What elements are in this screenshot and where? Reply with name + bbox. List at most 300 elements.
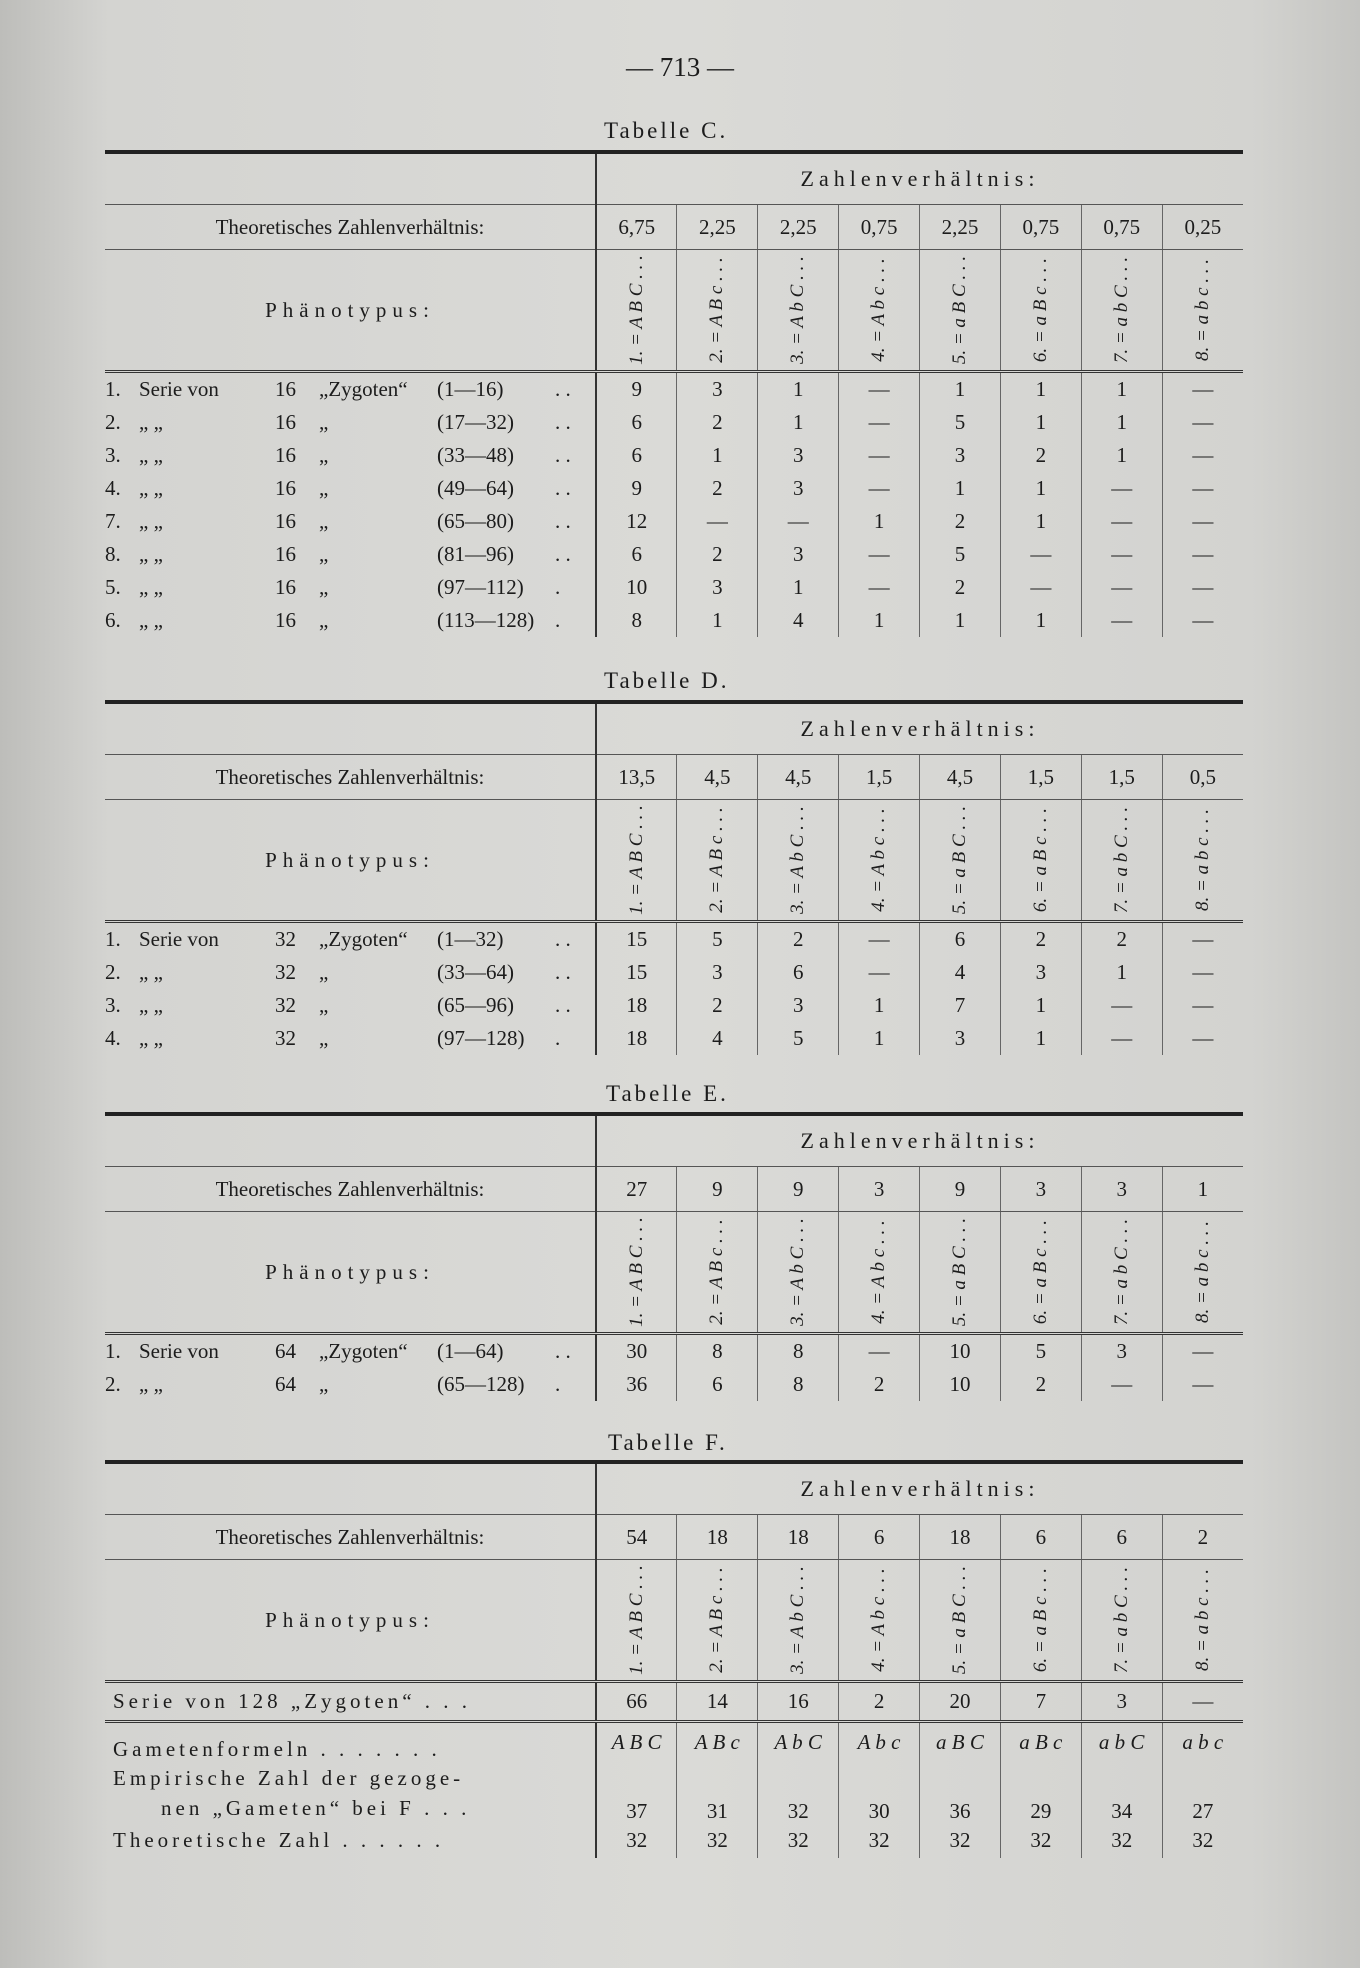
table-cell: —: [1192, 410, 1214, 434]
empirisch-value: 27: [1192, 1798, 1214, 1823]
table-cell: —: [1192, 377, 1214, 401]
phenotype-header: [596, 250, 677, 372]
row-serie: „ „: [139, 509, 163, 533]
table-row: [105, 505, 1243, 538]
row-serie: Serie von: [139, 1339, 219, 1363]
ratio-cell: 18: [758, 1515, 839, 1560]
phenotype-header: [1000, 1560, 1081, 1682]
row-zygoten: „: [319, 993, 329, 1017]
phenotype-text: 7. = a b C . . .: [1110, 256, 1132, 364]
table-d-body: [105, 922, 1243, 1056]
row-zygoten: „: [319, 608, 329, 632]
row-range: (65—128): [437, 1372, 525, 1396]
phenotype-text: 5. = a B C . . .: [948, 805, 970, 915]
row-index: 8.: [105, 542, 121, 566]
row-dots: .: [555, 608, 561, 632]
ratio-cell: 2,25: [758, 205, 839, 250]
row-index: 2.: [105, 1372, 121, 1396]
table-row: [105, 1334, 1243, 1369]
phenotype-header: [758, 1212, 839, 1334]
row-zygoten: „Zygoten“: [319, 927, 408, 951]
table-cell: 5: [920, 538, 1001, 571]
row-count: 16: [275, 542, 296, 566]
row-serie: Serie von: [139, 927, 219, 951]
phenotype-text: 1. = A B C . . .: [625, 805, 647, 915]
phenotype-header: [920, 1212, 1001, 1334]
phenotype-text: 7. = a b C . . .: [1110, 1566, 1132, 1674]
gamete-formula: A B c: [677, 1722, 758, 1762]
table-cell: 10: [596, 571, 677, 604]
row-count: 16: [275, 509, 296, 533]
ratio-cell: 54: [596, 1515, 677, 1560]
table-f-title: Tabelle F.: [608, 1430, 728, 1455]
empirisch-label-line-2: nen „Gameten“ bei F . . .: [161, 1795, 471, 1820]
row-label: [105, 571, 596, 604]
ratio-cell: 27: [596, 1167, 677, 1212]
phenotype-text: 6. = a B c . . .: [1029, 257, 1051, 363]
table-cell: 3: [1081, 1334, 1162, 1369]
table-cell: 9: [596, 372, 677, 407]
row-serie: „ „: [139, 410, 163, 434]
table-d-title: Tabelle D.: [604, 668, 730, 693]
table-cell: 1: [758, 571, 839, 604]
table-cell: —: [839, 372, 920, 407]
table-cell: 6: [596, 439, 677, 472]
empirisch-value: 30: [839, 1762, 920, 1824]
table-cell: 9: [596, 472, 677, 505]
phenotype-text: 2. = A B c . . .: [706, 257, 728, 363]
table-row: [105, 538, 1243, 571]
table-cell: 1: [1000, 989, 1081, 1022]
table-cell: —: [1192, 608, 1214, 632]
table-cell: —: [1081, 505, 1162, 538]
table-cell: 2: [677, 472, 758, 505]
row-dots: . .: [555, 993, 571, 1017]
row-range: (1—32): [437, 927, 504, 951]
ratio-cell: 18: [677, 1515, 758, 1560]
theoretisches-label: Theoretisches Zahlenverhältnis:: [105, 1515, 596, 1560]
table-cell: 1: [839, 989, 920, 1022]
table-f-serie-row: [105, 1682, 1243, 1722]
table-cell: 3: [758, 439, 839, 472]
phenotype-text: 2. = A B c . . .: [706, 807, 728, 913]
row-count: 32: [275, 927, 296, 951]
gamete-formula: A b c: [839, 1722, 920, 1762]
phenotype-text: 3. = A b C . . .: [787, 1218, 809, 1326]
row-serie: „ „: [139, 608, 163, 632]
table-cell: 2: [758, 922, 839, 957]
table-e-body: [105, 1334, 1243, 1402]
row-range: (33—48): [437, 443, 514, 467]
row-label: [105, 372, 596, 407]
table-row: [105, 439, 1243, 472]
ratio-cell: 4,5: [677, 755, 758, 800]
table-cell: 15: [596, 922, 677, 957]
row-dots: . .: [555, 476, 571, 500]
table-cell: 4: [758, 604, 839, 637]
row-label: [105, 989, 596, 1022]
table-cell: —: [1192, 1026, 1214, 1050]
row-index: 4.: [105, 476, 121, 500]
row-label: [105, 538, 596, 571]
row-range: (113—128): [437, 608, 535, 632]
row-count: 16: [275, 443, 296, 467]
table-cell: —: [1081, 1368, 1162, 1401]
row-dots: . .: [555, 509, 571, 533]
phenotype-text: 7. = a b C . . .: [1110, 806, 1132, 914]
serie-value: 16: [758, 1682, 839, 1722]
ratio-cell: 0,5: [1162, 755, 1243, 800]
phenotype-header: [920, 1560, 1001, 1682]
row-dots: . .: [555, 410, 571, 434]
table-cell: 2: [1081, 922, 1162, 957]
phenotype-text: 4. = A b c . . .: [868, 808, 890, 912]
row-index: 3.: [105, 443, 121, 467]
row-zygoten: „: [319, 443, 329, 467]
phenotype-text: 1. = A B C . . .: [625, 255, 647, 365]
row-index: 1.: [105, 377, 121, 401]
table-cell: 1: [1000, 604, 1081, 637]
table-cell: 2: [1000, 1368, 1081, 1401]
ratio-cell: 2,25: [920, 205, 1001, 250]
phenotype-text: 8. = a b c . . .: [1191, 258, 1213, 362]
table-cell: 3: [920, 439, 1001, 472]
phenotype-text: 4. = A b c . . .: [868, 1220, 890, 1324]
row-label: [105, 1022, 596, 1055]
gamete-formula: A b C: [758, 1722, 839, 1762]
row-dots: . .: [555, 927, 571, 951]
row-count: 16: [275, 575, 296, 599]
ratio-cell: 0,75: [1000, 205, 1081, 250]
phenotype-text: 1. = A B C . . .: [625, 1565, 647, 1675]
row-index: 2.: [105, 410, 121, 434]
row-zygoten: „: [319, 960, 329, 984]
table-cell: 2: [677, 538, 758, 571]
table-cell: —: [839, 956, 920, 989]
table-cell: —: [1192, 443, 1214, 467]
ratio-cell: 6: [1000, 1515, 1081, 1560]
row-label: [105, 1368, 596, 1401]
theoretisch-value: 32: [596, 1824, 677, 1858]
row-label: [105, 956, 596, 989]
phenotype-header: [677, 800, 758, 922]
table-cell: 4: [677, 1022, 758, 1055]
row-count: 32: [275, 993, 296, 1017]
row-index: 1.: [105, 1339, 121, 1363]
table-cell: 2: [920, 571, 1001, 604]
ratio-cell: 1,5: [839, 755, 920, 800]
theoretisch-value: 32: [677, 1824, 758, 1858]
phenotype-text: 8. = a b c . . .: [1191, 808, 1213, 912]
table-cell: 7: [920, 989, 1001, 1022]
theoretisch-value: 32: [1192, 1828, 1214, 1852]
table-cell: 1: [758, 406, 839, 439]
row-label: [105, 922, 596, 957]
row-count: 16: [275, 476, 296, 500]
serie-value: 14: [677, 1682, 758, 1722]
row-zygoten: „: [319, 410, 329, 434]
phenotype-header: [1000, 1212, 1081, 1334]
theoretisches-label: Theoretisches Zahlenverhältnis:: [105, 1167, 596, 1212]
row-zygoten: „: [319, 1026, 329, 1050]
phenotype-text: 5. = a B C . . .: [948, 1217, 970, 1327]
table-cell: 18: [596, 1022, 677, 1055]
table-cell: 1: [1081, 406, 1162, 439]
row-index: 2.: [105, 960, 121, 984]
ratio-cell: 0,25: [1162, 205, 1243, 250]
table-cell: 8: [596, 604, 677, 637]
phenotype-header: [1162, 1560, 1243, 1682]
theoretisch-value: 32: [1000, 1824, 1081, 1858]
row-zygoten: „Zygoten“: [319, 1339, 408, 1363]
row-dots: . .: [555, 377, 571, 401]
table-cell: 2: [677, 406, 758, 439]
table-cell: 4: [920, 956, 1001, 989]
empirisch-row: [105, 1762, 1243, 1824]
table-cell: 1: [1000, 1022, 1081, 1055]
row-index: 1.: [105, 927, 121, 951]
phenotype-text: 3. = A b C . . .: [787, 1566, 809, 1674]
empirisch-value: 32: [758, 1762, 839, 1824]
table-cell: 3: [677, 571, 758, 604]
table-cell: —: [839, 571, 920, 604]
table-cell: 6: [677, 1368, 758, 1401]
table-cell: 2: [677, 989, 758, 1022]
phenotype-text: 3. = A b C . . .: [787, 256, 809, 364]
row-index: 6.: [105, 608, 121, 632]
row-serie: „ „: [139, 476, 163, 500]
row-count: 16: [275, 608, 296, 632]
row-count: 16: [275, 377, 296, 401]
phenotype-header: [758, 250, 839, 372]
phenotype-text: 6. = a B c . . .: [1029, 807, 1051, 913]
phenotype-text: 5. = a B C . . .: [948, 1565, 970, 1675]
table-row: [105, 956, 1243, 989]
theoretisches-label: Theoretisches Zahlenverhältnis:: [105, 755, 596, 800]
row-range: (33—64): [437, 960, 514, 984]
table-cell: 1: [839, 604, 920, 637]
phenotype-header: [758, 800, 839, 922]
theoretisch-value: 32: [920, 1824, 1001, 1858]
table-row: [105, 922, 1243, 957]
phenotype-text: 6. = a B c . . .: [1029, 1219, 1051, 1325]
phenotype-text: 4. = A b c . . .: [868, 258, 890, 362]
table-cell: —: [1081, 989, 1162, 1022]
phenotype-header: [839, 1560, 920, 1682]
row-range: (17—32): [437, 410, 514, 434]
phenotype-header: [1081, 1560, 1162, 1682]
phaenotypus-label: Phänotypus:: [105, 1212, 596, 1334]
row-count: 32: [275, 960, 296, 984]
table-row: [105, 604, 1243, 637]
phenotype-text: 8. = a b c . . .: [1191, 1220, 1213, 1324]
ratio-cell: 9: [758, 1167, 839, 1212]
serie-value: 66: [596, 1682, 677, 1722]
ratio-cell: 18: [920, 1515, 1001, 1560]
table-row: [105, 1368, 1243, 1401]
phenotype-header: [839, 800, 920, 922]
row-count: 64: [275, 1339, 296, 1363]
row-serie: „ „: [139, 1026, 163, 1050]
table-cell: 1: [1000, 406, 1081, 439]
phenotype-header: [677, 1212, 758, 1334]
table-cell: —: [839, 439, 920, 472]
table-cell: 2: [1000, 922, 1081, 957]
row-serie: „ „: [139, 993, 163, 1017]
table-cell: 1: [920, 372, 1001, 407]
row-zygoten: „: [319, 1372, 329, 1396]
gamete-formula: a B C: [920, 1722, 1001, 1762]
phenotype-text: 2. = A B c . . .: [706, 1219, 728, 1325]
row-serie: „ „: [139, 542, 163, 566]
phenotype-text: 5. = a B C . . .: [948, 255, 970, 365]
table-c: [105, 150, 1243, 637]
table-cell: 3: [758, 472, 839, 505]
table-cell: 18: [596, 989, 677, 1022]
empirisch-value: 29: [1000, 1762, 1081, 1824]
table-cell: —: [1192, 1339, 1214, 1363]
row-serie: „ „: [139, 443, 163, 467]
table-cell: 3: [677, 372, 758, 407]
table-cell: 1: [920, 604, 1001, 637]
table-cell: 1: [1081, 439, 1162, 472]
row-serie: „ „: [139, 960, 163, 984]
row-index: 4.: [105, 1026, 121, 1050]
table-row: [105, 372, 1243, 407]
row-label: [105, 1334, 596, 1369]
phenotype-header: [1162, 1212, 1243, 1334]
phenotype-header: [1162, 250, 1243, 372]
table-cell: 1: [758, 372, 839, 407]
empirisch-value: 37: [596, 1762, 677, 1824]
ratio-cell: 4,5: [920, 755, 1001, 800]
row-zygoten: „Zygoten“: [319, 377, 408, 401]
table-cell: 8: [758, 1368, 839, 1401]
table-cell: 1: [677, 439, 758, 472]
table-cell: 6: [920, 922, 1001, 957]
table-cell: 10: [920, 1368, 1001, 1401]
row-serie: Serie von: [139, 377, 219, 401]
table-cell: 1: [1000, 472, 1081, 505]
zahlenverhaeltnis-heading: Zahlenverhältnis:: [596, 154, 1243, 205]
table-row: [105, 989, 1243, 1022]
ratio-cell: 2,25: [677, 205, 758, 250]
phenotype-text: 1. = A B C . . .: [625, 1217, 647, 1327]
zahlenverhaeltnis-heading: Zahlenverhältnis:: [596, 704, 1243, 755]
table-cell: 2: [920, 505, 1001, 538]
ratio-cell: 1,5: [1000, 755, 1081, 800]
table-cell: 12: [596, 505, 677, 538]
table-cell: 10: [920, 1334, 1001, 1369]
table-cell: —: [758, 505, 839, 538]
phenotype-header: [839, 1212, 920, 1334]
phenotype-header: [920, 250, 1001, 372]
row-dots: .: [555, 575, 561, 599]
ratio-cell: 9: [677, 1167, 758, 1212]
serie-value: —: [1192, 1689, 1214, 1713]
phenotype-text: 2. = A B c . . .: [706, 1567, 728, 1673]
ratio-cell: 0,75: [839, 205, 920, 250]
phenotype-header: [1000, 800, 1081, 922]
row-dots: . .: [555, 443, 571, 467]
row-range: (97—112): [437, 575, 524, 599]
phenotype-header: [758, 1560, 839, 1682]
table-cell: 36: [596, 1368, 677, 1401]
ratio-cell: 6: [839, 1515, 920, 1560]
table-cell: 1: [839, 505, 920, 538]
ratio-cell: 3: [1000, 1167, 1081, 1212]
table-cell: —: [1081, 472, 1162, 505]
row-serie: „ „: [139, 1372, 163, 1396]
row-dots: .: [555, 1026, 561, 1050]
table-c-title: Tabelle C.: [604, 118, 729, 143]
table-cell: 5: [677, 922, 758, 957]
table-cell: —: [1000, 538, 1081, 571]
phenotype-header: [1081, 800, 1162, 922]
table-cell: —: [1000, 571, 1081, 604]
table-cell: 1: [1081, 372, 1162, 407]
row-range: (65—96): [437, 993, 514, 1017]
ratio-cell: 1: [1162, 1167, 1243, 1212]
phaenotypus-label: Phänotypus:: [105, 250, 596, 372]
phenotype-header: [677, 250, 758, 372]
row-range: (1—64): [437, 1339, 504, 1363]
table-cell: 6: [596, 538, 677, 571]
table-cell: 1: [839, 1022, 920, 1055]
row-range: (97—128): [437, 1026, 525, 1050]
table-cell: —: [1192, 993, 1214, 1017]
phenotype-text: 6. = a B c . . .: [1029, 1567, 1051, 1673]
theoretisches-label: Theoretisches Zahlenverhältnis:: [105, 205, 596, 250]
row-index: 7.: [105, 509, 121, 533]
table-row: [105, 406, 1243, 439]
table-cell: 3: [1000, 956, 1081, 989]
table-cell: 2: [839, 1368, 920, 1401]
serie-value: 2: [839, 1682, 920, 1722]
row-count: 64: [275, 1372, 296, 1396]
row-zygoten: „: [319, 575, 329, 599]
phenotype-text: 8. = a b c . . .: [1191, 1568, 1213, 1672]
phenotype-text: 4. = A b c . . .: [868, 1568, 890, 1672]
table-row: [105, 1022, 1243, 1055]
phaenotypus-label: Phänotypus:: [105, 1560, 596, 1682]
table-cell: 6: [596, 406, 677, 439]
gamete-formula: a b C: [1081, 1722, 1162, 1762]
row-zygoten: „: [319, 476, 329, 500]
row-label: [105, 472, 596, 505]
row-dots: .: [555, 1372, 561, 1396]
table-f: [105, 1460, 1243, 1858]
table-cell: —: [1192, 509, 1214, 533]
row-index: 5.: [105, 575, 121, 599]
phenotype-header: [920, 800, 1001, 922]
theoretisch-value: 32: [839, 1824, 920, 1858]
table-row: [105, 472, 1243, 505]
empirisch-label-line-1: Empirische Zahl der gezoge-: [113, 1765, 465, 1790]
table-cell: —: [839, 472, 920, 505]
table-cell: 1: [1000, 372, 1081, 407]
table-cell: 5: [758, 1022, 839, 1055]
row-count: 16: [275, 410, 296, 434]
phenotype-header: [677, 1560, 758, 1682]
table-cell: —: [1192, 476, 1214, 500]
table-cell: —: [1081, 1022, 1162, 1055]
serie-value: 3: [1081, 1682, 1162, 1722]
empirisch-label: [105, 1762, 596, 1824]
table-cell: 3: [677, 956, 758, 989]
serie-value: 20: [920, 1682, 1001, 1722]
ratio-cell: 3: [1081, 1167, 1162, 1212]
